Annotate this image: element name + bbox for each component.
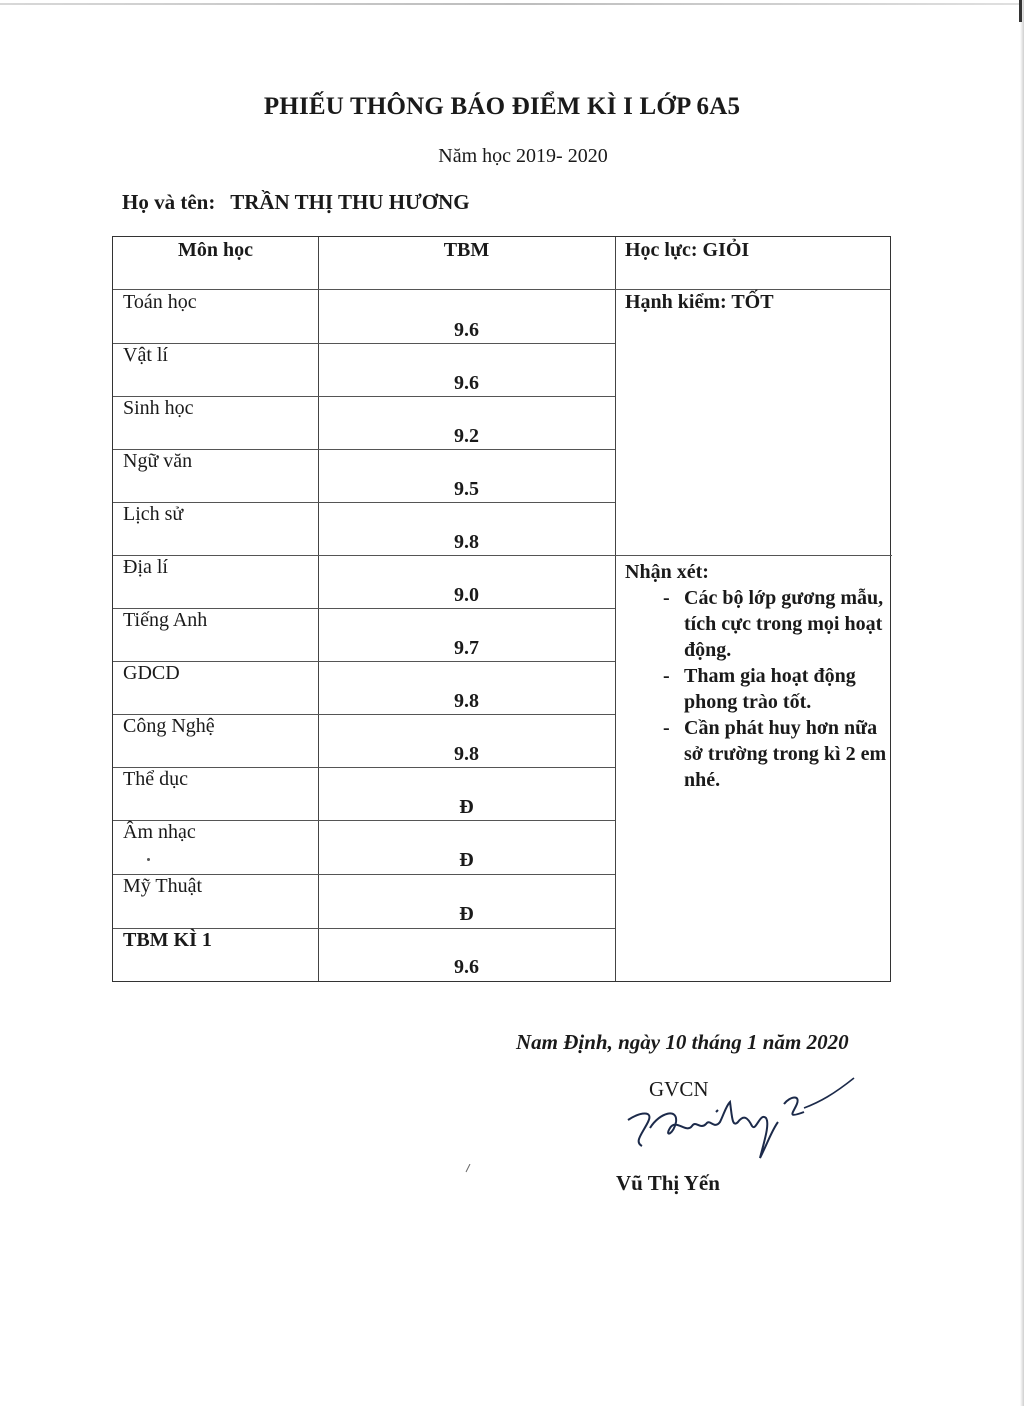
row-divider xyxy=(113,555,615,556)
column-divider xyxy=(615,237,616,981)
subject-score: 9.8 xyxy=(454,743,479,765)
scan-right-edge xyxy=(1020,0,1024,1406)
subject-score: 9.8 xyxy=(454,690,479,712)
subject-score: 9.6 xyxy=(454,372,479,394)
student-info xyxy=(122,190,470,215)
bullet-dash: - xyxy=(663,587,670,609)
subject-name: Địa lí xyxy=(123,556,168,578)
header-average: TBM xyxy=(443,239,490,261)
stray-pen-mark xyxy=(465,1164,471,1173)
subject-name: Vật lí xyxy=(123,344,168,366)
subject-name: Lịch sử xyxy=(123,503,184,525)
header-row-divider xyxy=(113,289,890,290)
comments-title: Nhận xét: xyxy=(625,561,709,583)
teacher-comments xyxy=(625,559,887,793)
handwritten-signature xyxy=(620,1072,865,1172)
conduct-rating: Hạnh kiểm: TỐT xyxy=(625,291,774,313)
semester-average-label: TBM KÌ 1 xyxy=(123,929,212,951)
stray-dot xyxy=(147,858,150,861)
student-label: Họ và tên: xyxy=(122,190,216,214)
comment-text: Cần phát huy hơn nữa sở trường trong kì 2 em nhé. xyxy=(684,717,887,791)
student-name: TRẦN THỊ THU HƯƠNG xyxy=(230,190,470,214)
header-subject: Môn học xyxy=(178,239,253,261)
row-divider xyxy=(113,343,615,344)
subject-name: GDCD xyxy=(123,662,180,684)
subject-score: 9.2 xyxy=(454,425,479,447)
subject-score: 9.0 xyxy=(454,584,479,606)
grade-table xyxy=(112,236,891,982)
teacher-role: GVCN xyxy=(649,1077,709,1101)
bullet-dash: - xyxy=(663,665,670,687)
school-year: Năm học 2019- 2020 xyxy=(438,145,608,167)
subject-name: Ngữ văn xyxy=(123,450,193,472)
row-divider xyxy=(113,767,615,768)
teacher-name: Vũ Thị Yến xyxy=(616,1171,720,1195)
subject-score: Đ xyxy=(459,903,474,925)
subject-name: Sinh học xyxy=(123,397,194,419)
comment-text: Các bộ lớp gương mẫu, tích cực trong mọi hoạt động. xyxy=(684,587,884,661)
comment-item xyxy=(625,715,887,793)
subject-score: 9.5 xyxy=(454,478,479,500)
comment-text: Tham gia hoạt động phong trào tốt. xyxy=(684,665,856,713)
semester-average-score: 9.6 xyxy=(454,956,479,978)
subject-score: 9.8 xyxy=(454,531,479,553)
place-date: Nam Định, ngày 10 tháng 1 năm 2020 xyxy=(516,1030,849,1054)
comment-item xyxy=(625,663,887,715)
row-divider xyxy=(113,661,615,662)
row-divider xyxy=(113,502,615,503)
scan-corner-mark xyxy=(1019,0,1022,22)
subject-score: Đ xyxy=(459,796,474,818)
comment-item xyxy=(625,585,887,663)
document-title: PHIẾU THÔNG BÁO ĐIỂM KÌ I LỚP 6A5 xyxy=(263,93,741,120)
subject-name: Toán học xyxy=(123,291,197,313)
subject-name: Âm nhạc xyxy=(123,821,196,843)
scan-top-edge xyxy=(0,3,1024,5)
subject-score: 9.7 xyxy=(454,637,479,659)
subject-score: 9.6 xyxy=(454,319,479,341)
subject-name: Thể dục xyxy=(123,768,188,790)
subject-name: Mỹ Thuật xyxy=(123,875,203,897)
subject-name: Tiếng Anh xyxy=(123,609,208,631)
bullet-dash: - xyxy=(663,717,670,739)
subject-name: Công Nghệ xyxy=(123,715,215,737)
subject-score: Đ xyxy=(459,849,474,871)
academic-rank: Học lực: GIỎI xyxy=(625,239,750,261)
comments-divider xyxy=(615,555,892,556)
